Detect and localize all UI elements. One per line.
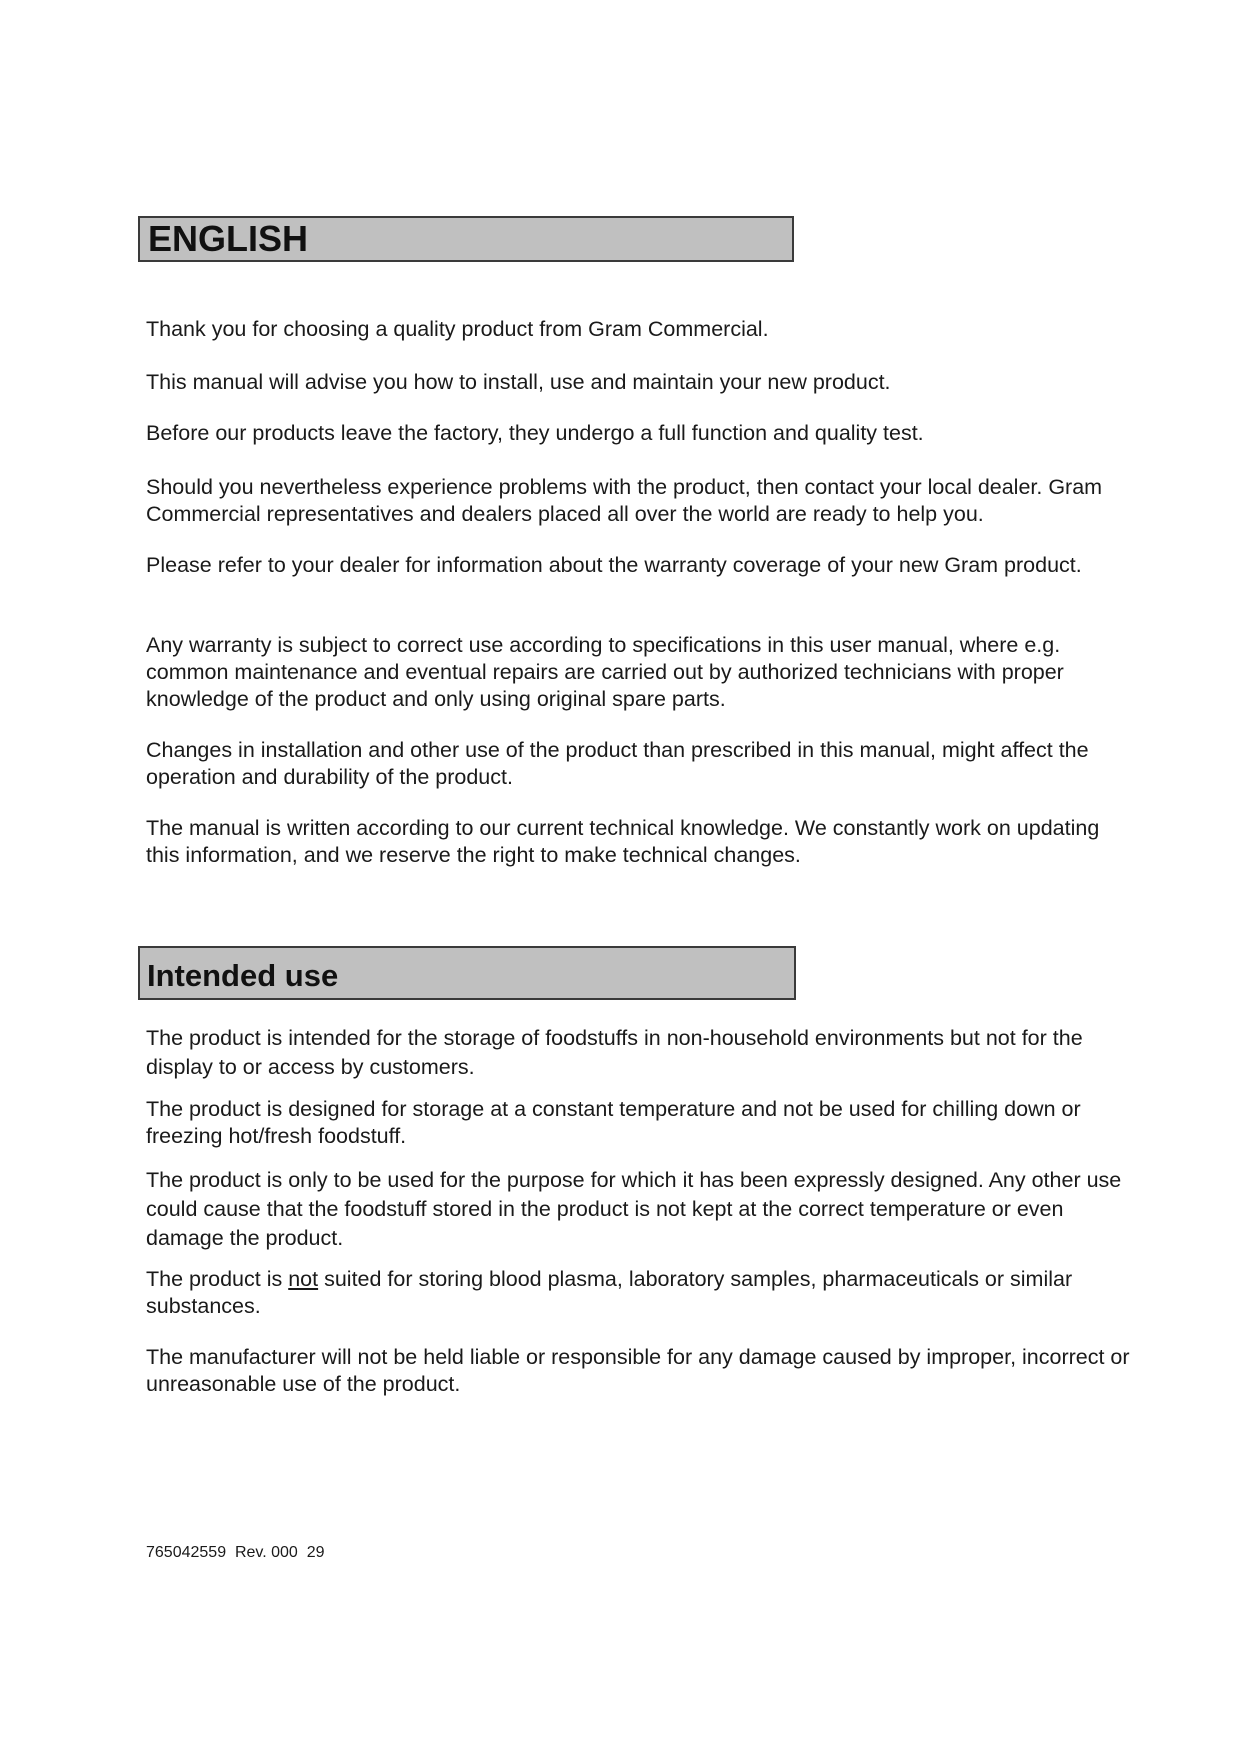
paragraph-manual-advice: This manual will advise you how to install, use and maintain your new product. — [146, 370, 891, 394]
paragraph-changes-installation: Changes in installation and other use of the product than prescribed in this manual, might affect the operation and durability of the product. — [146, 738, 1089, 789]
paragraph-thank-you: Thank you for choosing a quality product from Gram Commercial. — [146, 317, 769, 341]
not-suited-suffix: suited for storing blood plasma, laboratory samples, pharmaceuticals or similar substances. — [146, 1267, 1073, 1318]
paragraph-purpose: The product is only to be used for the purpose for which it has been expressly designed. Any other use could cause that the foodstuff stored in the product is not kept at the correct temperature or even damage the product. — [146, 1168, 1122, 1250]
paragraph-warranty-coverage: Please refer to your dealer for information about the warranty coverage of your new Gram product. — [146, 553, 1082, 577]
not-suited-emphasis: not — [288, 1267, 319, 1291]
section-header-intended-use: Intended use — [138, 946, 796, 1000]
paragraph-warranty-conditions: Any warranty is subject to correct use according to specifications in this user manual, where e.g. common maintenance and eventual repairs are carried out by authorized technicians with proper knowledge of the product and only using original spare parts. — [146, 633, 1064, 711]
paragraph-intended-storage: The product is intended for the storage of foodstuffs in non-household environments but not for the display to or access by customers. — [146, 1026, 1083, 1079]
page-footer: 765042559 Rev. 000 29 — [146, 1544, 325, 1561]
section-header-english: ENGLISH — [138, 216, 794, 262]
paragraph-constant-temperature: The product is designed for storage at a constant temperature and not be used for chilling down or freezing hot/fresh foodstuff. — [146, 1097, 1081, 1148]
paragraph-quality-test: Before our products leave the factory, they undergo a full function and quality test. — [146, 421, 924, 445]
paragraph-problems-contact: Should you nevertheless experience problems with the product, then contact your local dealer. Gram Commercial representatives and dealers placed all over the world are ready to help you. — [146, 475, 1103, 526]
paragraph-not-suited — [146, 1266, 1136, 1320]
not-suited-prefix: The product is — [146, 1267, 289, 1291]
paragraph-technical-knowledge: The manual is written according to our current technical knowledge. We constantly work on updating this information, and we reserve the right to make technical changes. — [146, 816, 1100, 867]
paragraph-liability: The manufacturer will not be held liable or responsible for any damage caused by improper, incorrect or unreasonable use of the product. — [146, 1345, 1130, 1396]
